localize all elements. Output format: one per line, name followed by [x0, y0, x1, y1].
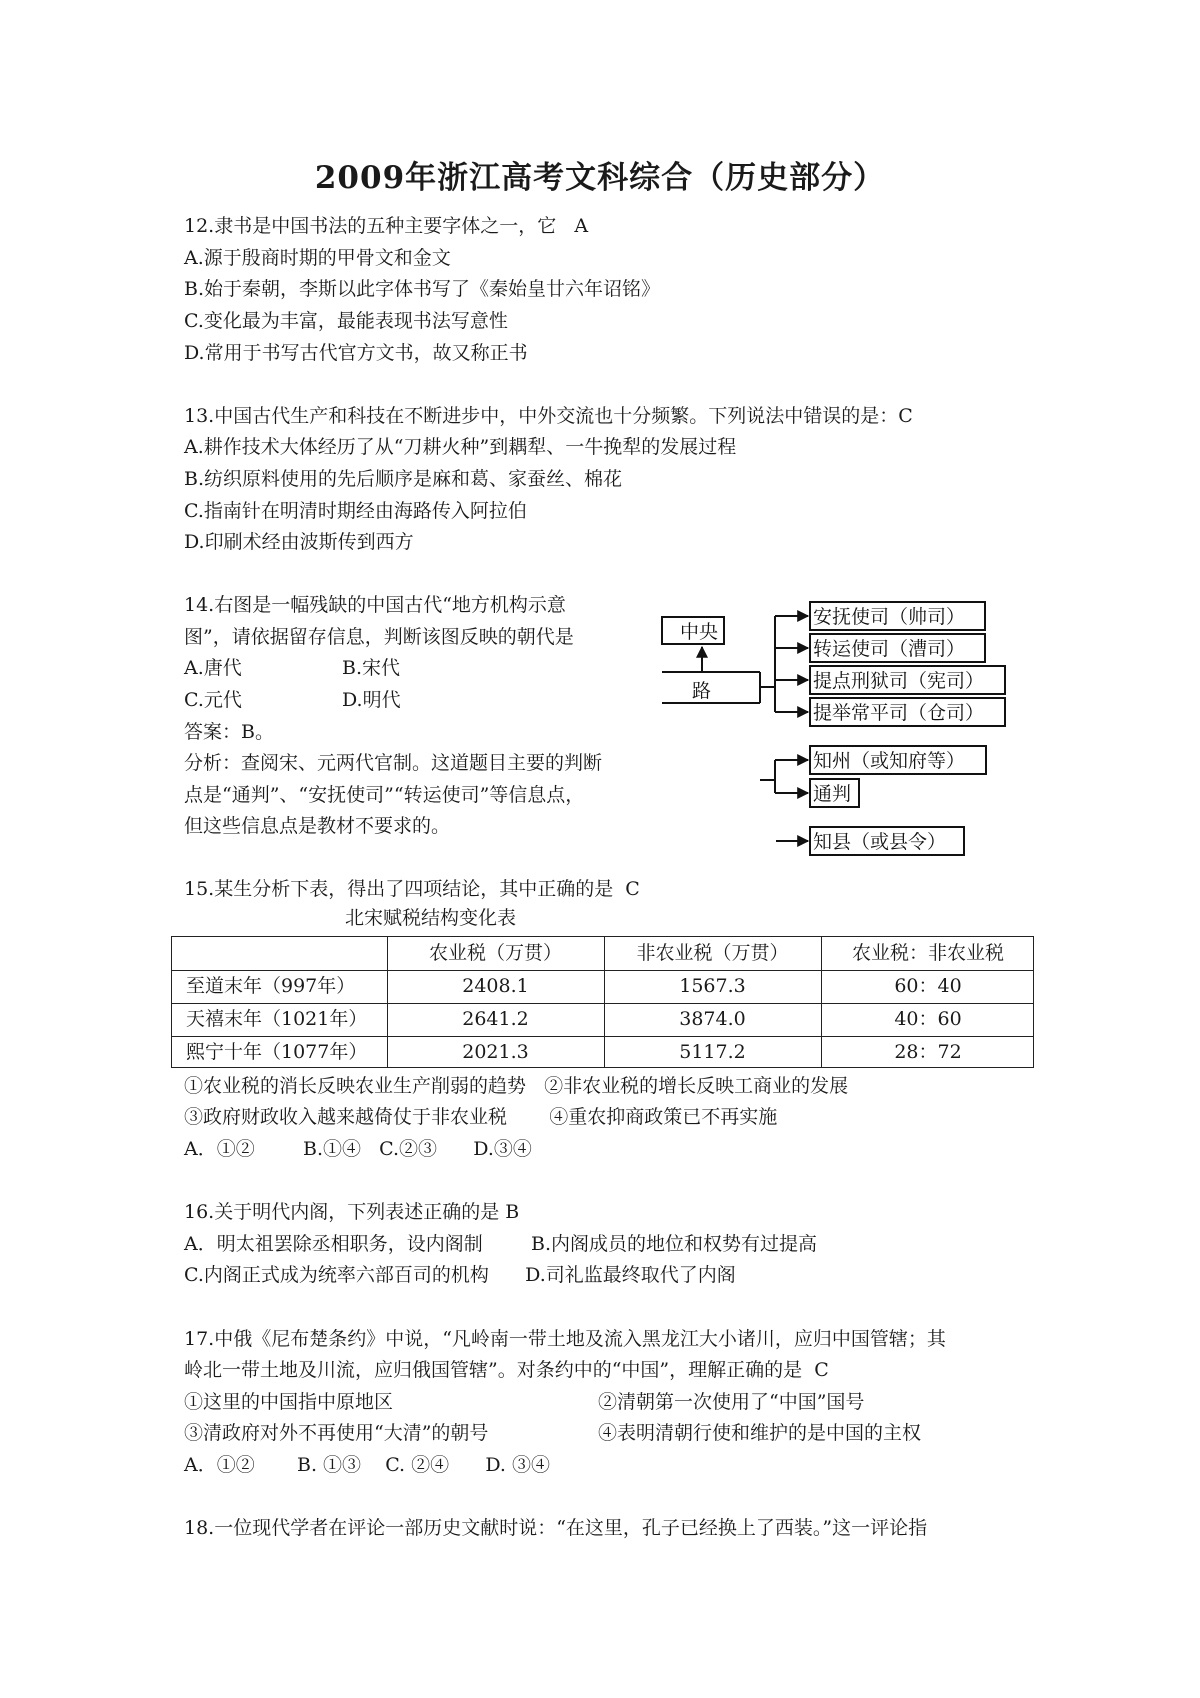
q12-option-c: C.变化最为丰富，最能表现书法写意性	[184, 310, 508, 332]
q14-analysis-line-2: 点是“通判”、“安抚使司”“转运使司”等信息点，	[184, 784, 585, 806]
q15-table-title: 北宋赋税结构变化表	[345, 907, 517, 929]
q17-stem-line-1: 17.中俄《尼布楚条约》中说，“凡岭南一带土地及流入黑龙江大小诸川，应归中国管辖；其	[184, 1328, 946, 1350]
q14-analysis-line-3: 但这些信息点是教材不要求的。	[184, 815, 451, 837]
q17-statement-3: ③清政府对外不再使用“大清”的朝号	[184, 1422, 489, 1444]
q13-option-b: B.纺织原料使用的先后顺序是麻和葛、家蚕丝、棉花	[184, 468, 623, 490]
table-row-2-agri: 2641.2	[462, 1008, 529, 1030]
lu-office-2: 转运使司（漕司）	[813, 638, 966, 660]
q14-stem-line-1: 14.右图是一幅残缺的中国古代“地方机构示意	[184, 594, 566, 616]
q17-stem-line-2: 岭北一带土地及川流，应归俄国管辖”。对条约中的“中国”，理解正确的是 C	[184, 1359, 829, 1381]
q12-stem: 12.隶书是中国书法的五种主要字体之一，它 A	[184, 215, 589, 237]
q14-stem-line-2: 图”，请依据留存信息，判断该图反映的朝代是	[184, 626, 574, 648]
table-header-nonagri: 非农业税（万贯）	[636, 942, 789, 964]
table-row-2-period: 天禧末年（1021年）	[186, 1008, 368, 1030]
lu-office-3: 提点刑狱司（宪司）	[813, 670, 985, 692]
q13-option-c: C.指南针在明清时期经由海路传入阿拉伯	[184, 500, 527, 522]
page-title: 2009年浙江高考文科综合（历史部分）	[314, 160, 886, 196]
central-label: 中央	[680, 621, 719, 643]
q15-statements-line-1: ①农业税的消长反映农业生产削弱的趋势 ②非农业税的增长反映工商业的发展	[184, 1075, 849, 1097]
xian-office: 知县（或县令）	[813, 831, 947, 853]
q13-option-d: D.印刷术经由波斯传到西方	[184, 531, 414, 553]
q17-statement-2: ②清朝第一次使用了“中国”国号	[598, 1391, 865, 1413]
q16-options-line-2: C.内阁正式成为统率六部百司的机构 D.司礼监最终取代了内阁	[184, 1264, 736, 1286]
zhou-office-1: 知州（或知府等）	[813, 750, 966, 772]
q13-option-a: A.耕作技术大体经历了从“刀耕火种”到耦犁、一牛挽犁的发展过程	[184, 436, 737, 458]
table-row-2-nonagri: 3874.0	[679, 1008, 746, 1030]
table-row-1-ratio: 60：40	[894, 975, 962, 997]
q18-stem: 18.一位现代学者在评论一部历史文献时说：“在这里，孔子已经换上了西装。”这一评论指	[184, 1517, 928, 1539]
table-row-1-nonagri: 1567.3	[679, 975, 746, 997]
table-row-3-agri: 2021.3	[462, 1041, 529, 1063]
table-row-3-period: 熙宁十年（1077年）	[186, 1041, 368, 1063]
q15-options: A．①② B.①④ C.②③ D.③④	[184, 1138, 532, 1160]
q15-statements-line-2: ③政府财政收入越来越倚仗于非农业税 ④重农抑商政策已不再实施	[184, 1106, 778, 1128]
table-row-3-nonagri: 5117.2	[679, 1041, 746, 1063]
table-row-3-ratio: 28：72	[894, 1041, 962, 1063]
q14-answer: 答案：B。	[184, 721, 274, 743]
zhou-office-2: 通判	[813, 783, 852, 805]
q14-option-a: A.唐代	[184, 657, 242, 679]
q12-option-b: B.始于秦朝，李斯以此字体书写了《秦始皇廿六年诏铭》	[184, 278, 661, 300]
q14-option-c: C.元代	[184, 689, 242, 711]
table-header-agri: 农业税（万贯）	[428, 942, 562, 964]
q14-option-b: B.宋代	[342, 657, 401, 679]
q16-stem: 16.关于明代内阁，下列表述正确的是 B	[184, 1201, 520, 1223]
q14-analysis-line-1: 分析：查阅宋、元两代官制。这道题目主要的判断	[184, 752, 603, 774]
lu-office-4: 提举常平司（仓司）	[813, 702, 985, 724]
q13-stem: 13.中国古代生产和科技在不断进步中，中外交流也十分频繁。下列说法中错误的是：C	[184, 405, 913, 427]
q15-stem: 15.某生分析下表，得出了四项结论，其中正确的是 C	[184, 878, 640, 900]
q15-tax-table	[171, 936, 1034, 1068]
q12-option-d: D.常用于书写古代官方文书，故又称正书	[184, 342, 528, 364]
q17-statement-4: ④表明清朝行使和维护的是中国的主权	[598, 1422, 922, 1444]
table-row-2-ratio: 40：60	[894, 1008, 962, 1030]
q17-options: A．①② B. ①③ C. ②④ D. ③④	[184, 1454, 551, 1476]
q12-option-a: A.源于殷商时期的甲骨文和金文	[184, 247, 451, 269]
lu-label: 路	[692, 680, 712, 702]
table-header-ratio: 农业税：非农业税	[851, 942, 1004, 964]
table-row-1-period: 至道末年（997年）	[186, 975, 356, 997]
q14-option-d: D.明代	[342, 689, 401, 711]
table-row-1-agri: 2408.1	[462, 975, 529, 997]
q16-options-line-1: A．明太祖罢除丞相职务，设内阁制 B.内阁成员的地位和权势有过提高	[184, 1233, 818, 1255]
q17-statement-1: ①这里的中国指中原地区	[184, 1391, 394, 1413]
lu-office-1: 安抚使司（帅司）	[813, 606, 966, 628]
